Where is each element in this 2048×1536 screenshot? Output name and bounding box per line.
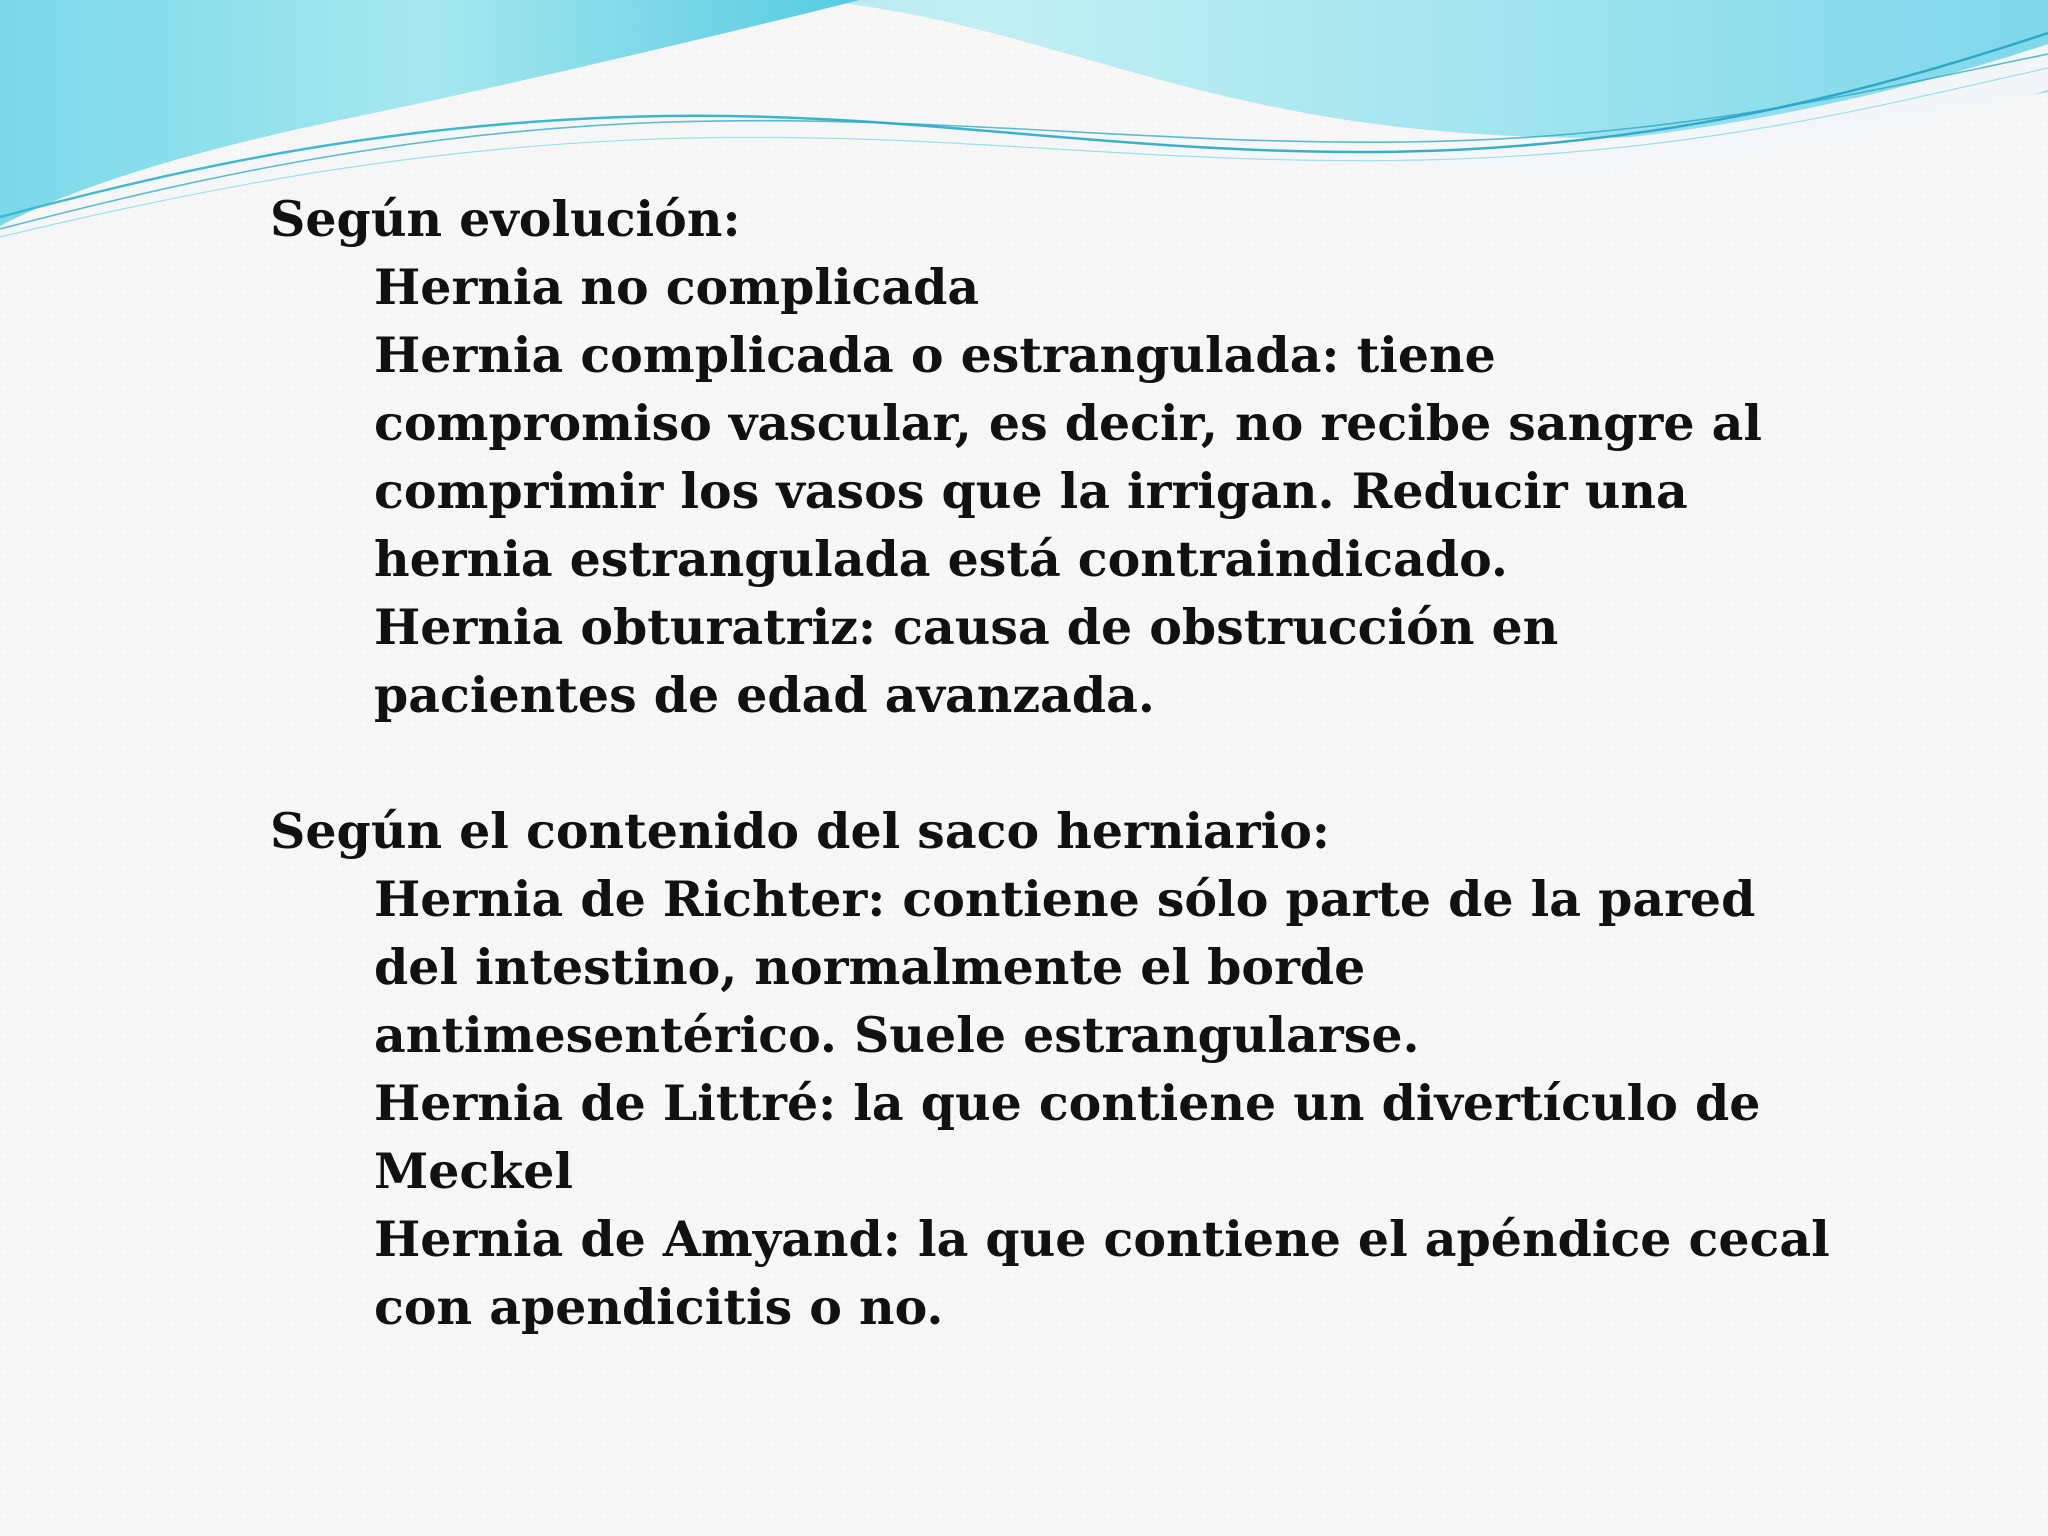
section-item-list <box>270 253 1830 729</box>
list-item: Hernia no complicada <box>374 258 980 316</box>
list-item: Hernia de Richter: contiene sólo parte de la pared del intestino, normalmente el borde antimesentérico. Suele estrangularse. <box>374 870 1756 1064</box>
list-item: Hernia obturatriz: causa de obstrucción en pacientes de edad avanzada. <box>374 598 1559 724</box>
section-item-list <box>270 865 1830 1341</box>
section-evolucion <box>270 185 1830 729</box>
list-item: Hernia de Littré: la que contiene un divertículo de Meckel <box>374 1074 1761 1200</box>
section-heading: Según el contenido del saco herniario: <box>270 802 1331 860</box>
section-contenido-saco <box>270 797 1830 1341</box>
list-item: Hernia de Amyand: la que contiene el apéndice cecal con apendicitis o no. <box>374 1210 1830 1336</box>
slide-content <box>270 185 1830 1341</box>
section-heading: Según evolución: <box>270 190 741 248</box>
list-item: Hernia complicada o estrangulada: tiene compromiso vascular, es decir, no recibe sangre al comprimir los vasos que la irrigan. Reducir una hernia estrangulada está contraindicado. <box>374 326 1762 588</box>
